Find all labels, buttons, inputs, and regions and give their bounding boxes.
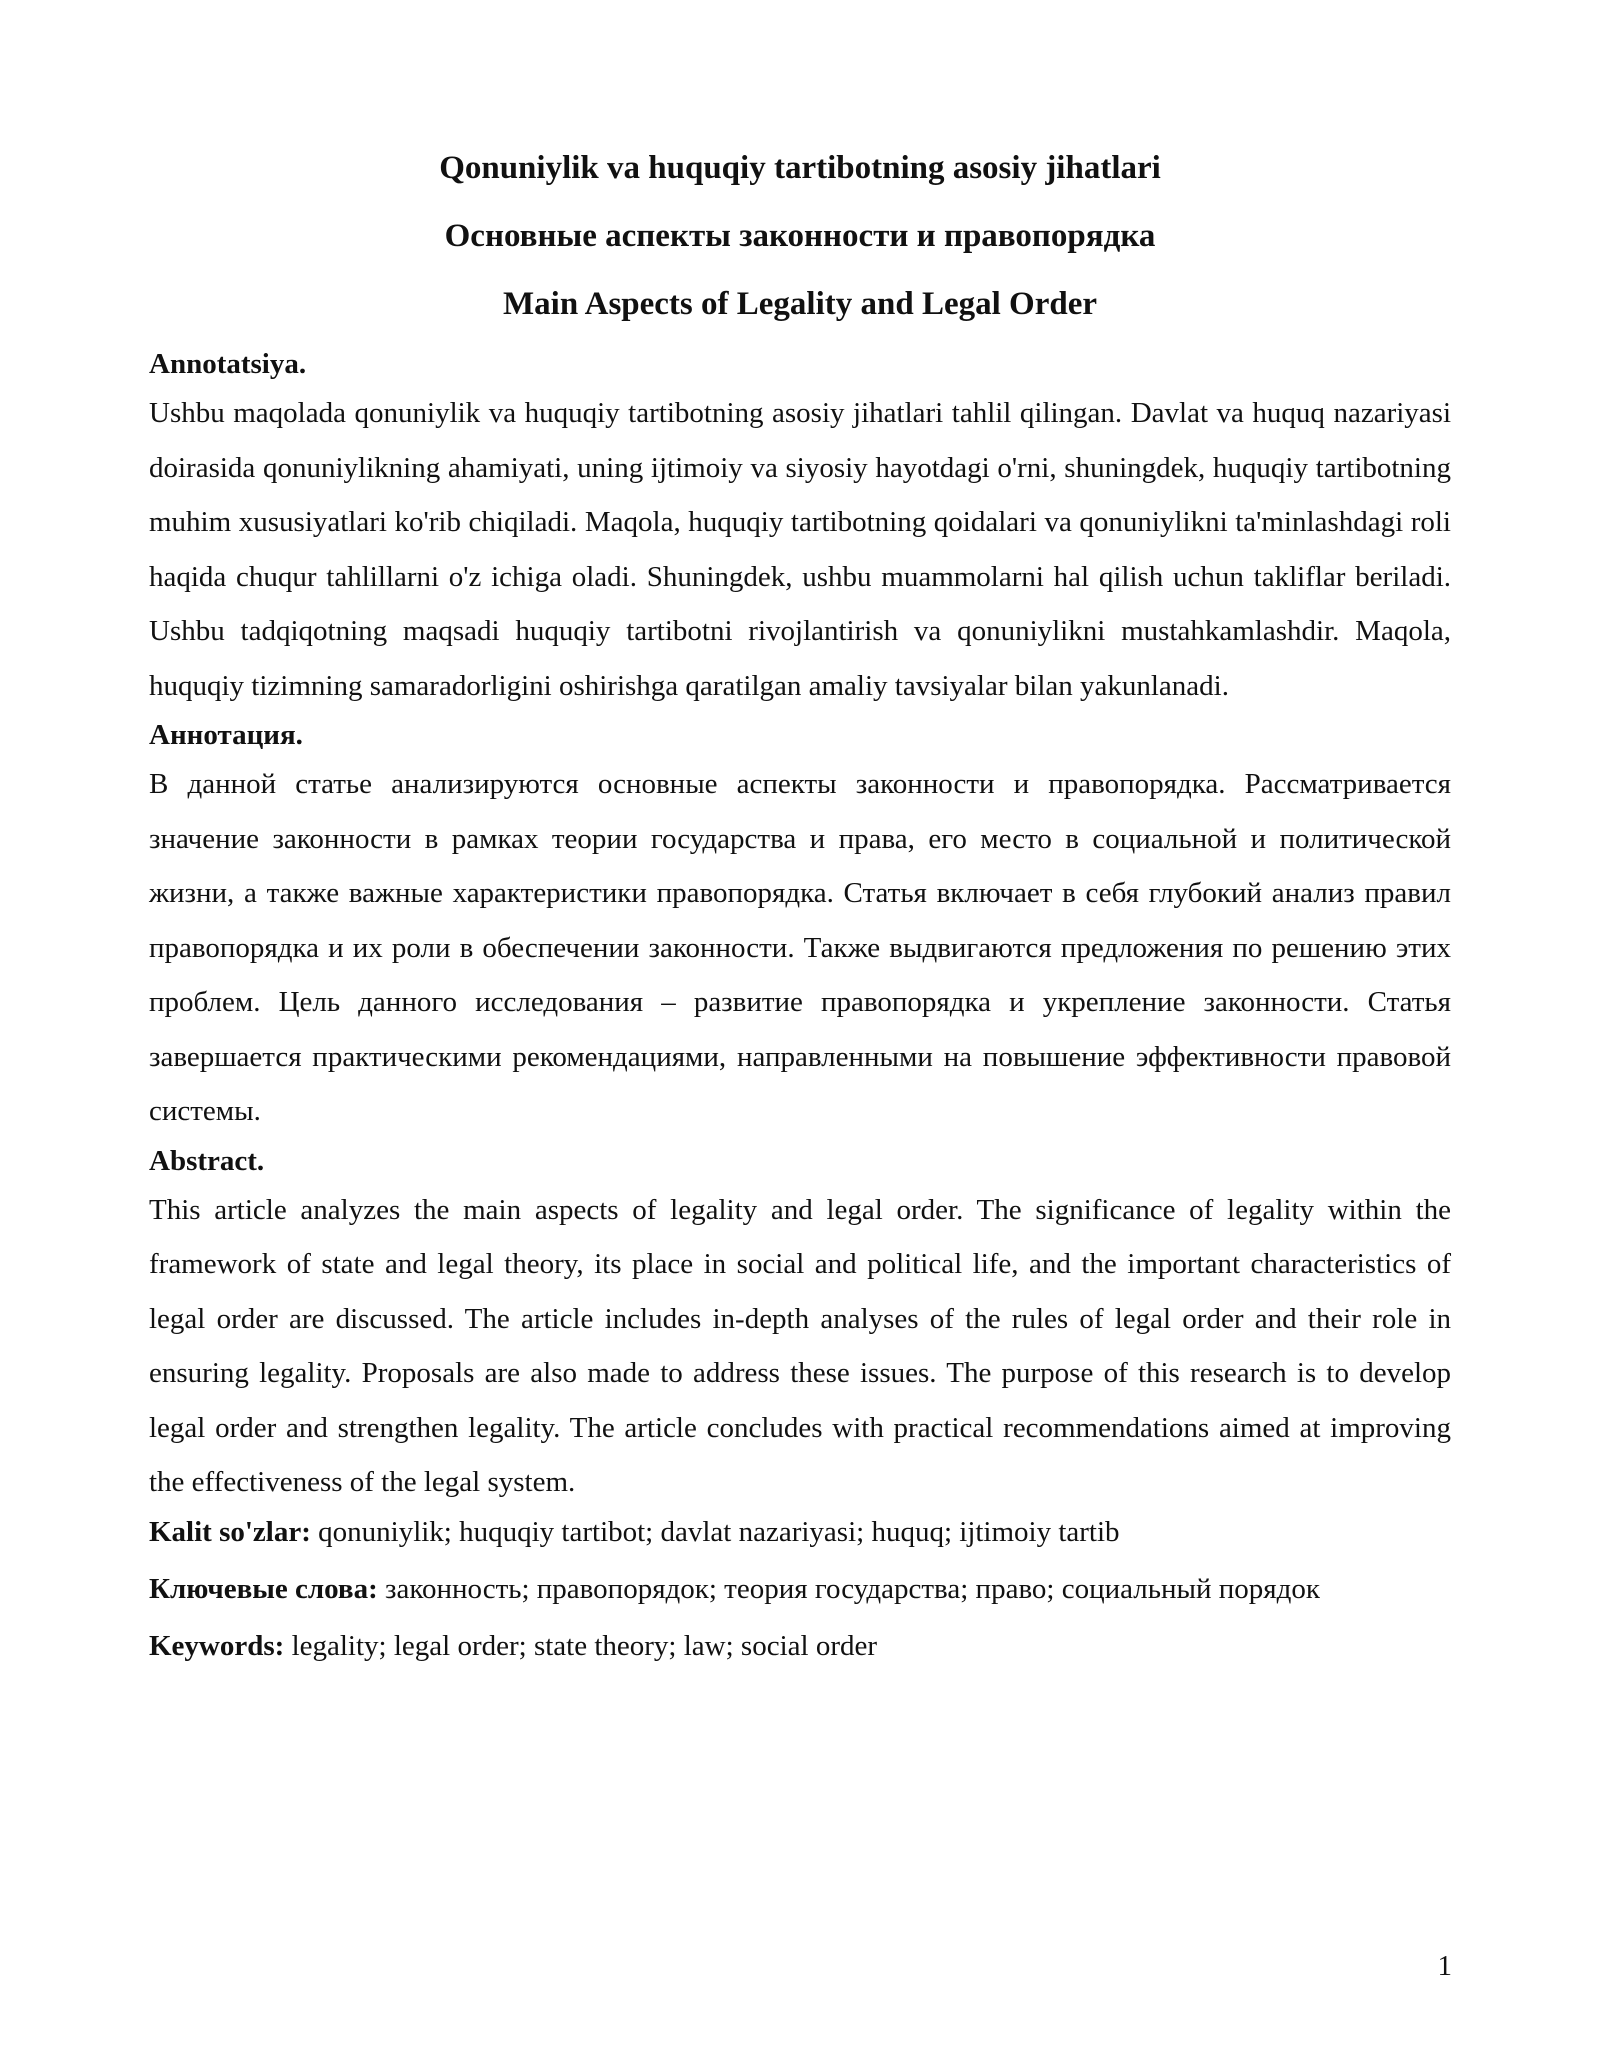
page-content xyxy=(149,148,1451,1683)
abstract-en-heading: Abstract. xyxy=(149,1144,265,1177)
annotation-uz-heading: Annotatsiya. xyxy=(149,348,307,380)
keywords-uz-text: qonuniylik; huquqiy tartibot; davlat nazariyasi; huquq; ijtimoiy tartib xyxy=(310,1515,1120,1548)
annotation-uz-text: Ushbu maqolada qonuniylik va huquqiy tartibotning asosiy jihatlari tahlil qilingan. Davlat va huquq nazariyasi doirasida qonuniylikning ahamiyati, uning ijtimoiy va siyosiy hayotdagi o'rni, shuningdek, huquqiy tartibotning muhim xususiyatlari ko'rib chiqiladi. Maqola, huquqiy tartibotning qoidalari va qonuniylikni ta'minlashdagi roli haqida chuqur tahlillarni o'z ichiga oladi. Shuningdek, ushbu muammolarni hal qilish uchun takliflar beriladi. Ushbu tadqiqotning maqsadi huquqiy tartibotni rivojlantirish va qonuniylikni mustahkamlashdir. Maqola, huquqiy tizimning samaradorligini oshirishga qaratilgan amaliy tavsiyalar bilan yakunlanadi. xyxy=(149,397,1451,702)
keywords-ru-label: Ключевые слова: xyxy=(149,1572,378,1605)
title-english: Main Aspects of Legality and Legal Order xyxy=(503,286,1097,322)
page-number: 1 xyxy=(1437,1950,1452,1982)
keywords-en xyxy=(149,1626,1451,1666)
keywords-uz xyxy=(149,1512,1451,1552)
abstract-en-text: This article analyzes the main aspects of legality and legal order. The significance of legality within the framework of state and legal theory, its place in social and political life, and the important characteristics of legal order are discussed. The article includes in-depth analyses of the rules of legal order and their role in ensuring legality. Proposals are also made to address these issues. The purpose of this research is to develop legal order and strengthen legality. The article concludes with practical recommendations aimed at improving the effectiveness of the legal system. xyxy=(149,1193,1451,1498)
keywords-en-label: Keywords: xyxy=(149,1629,285,1662)
keywords-en-text: legality; legal order; state theory; law; social order xyxy=(284,1629,878,1662)
title-russian: Основные аспекты законности и правопорядка xyxy=(444,218,1156,254)
keywords-ru xyxy=(149,1569,1451,1609)
annotation-ru-heading: Аннотация. xyxy=(149,719,303,751)
annotation-ru-text: В данной статье анализируются основные аспекты законности и правопорядка. Рассматривается значение законности в рамках теории государства и права, его место в социальной и политической жизни, а также важные характеристики правопорядка. Статья включает в себя глубокий анализ правил правопорядка и их роли в обеспечении законности. Также выдвигаются предложения по решению этих проблем. Цель данного исследования – развитие правопорядка и укрепление законности. Статья завершается практическими рекомендациями, направленными на повышение эффективности правовой системы. xyxy=(149,768,1451,1127)
keywords-ru-text: законность; правопорядок; теория государства; право; социальный порядок xyxy=(377,1572,1320,1605)
title-uzbek: Qonuniylik va huquqiy tartibotning asosiy jihatlari xyxy=(439,150,1161,186)
keywords-uz-label: Kalit so'zlar: xyxy=(149,1515,311,1548)
